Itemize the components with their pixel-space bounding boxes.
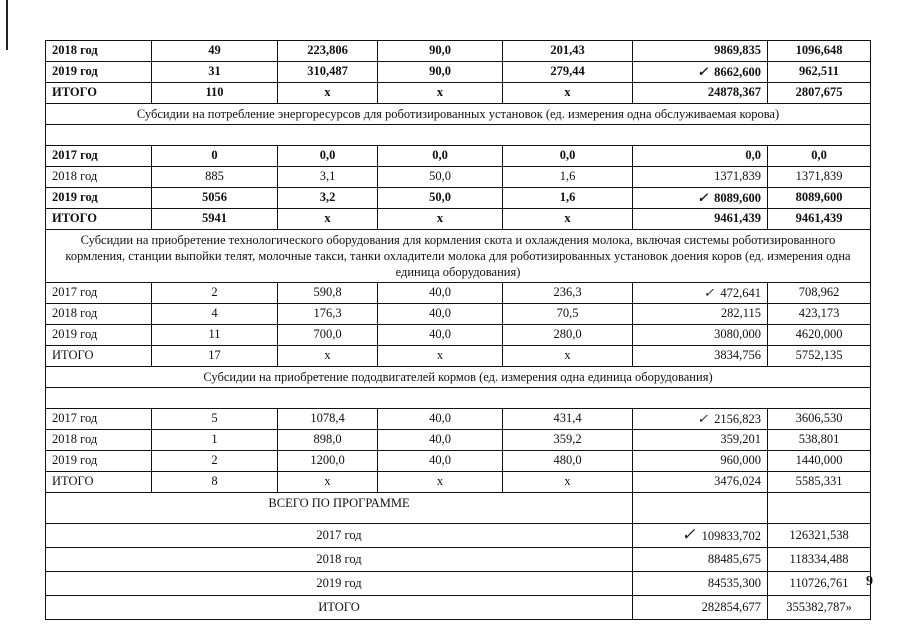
section-title: Субсидии на потребление энергоресурсов для роботизированных установок (ед. измерения одна обслуживаемая корова) (46, 104, 871, 125)
cost-cell: 3,2 (278, 188, 378, 209)
table-row (46, 409, 871, 430)
unit-subsidy-cell: 431,4 (503, 409, 633, 430)
subsidy-value: 3834,756 (714, 348, 761, 363)
total-cell: 962,511 (768, 62, 871, 83)
year-cell: ИТОГО (46, 472, 152, 493)
subsidy-cell (633, 283, 768, 304)
total-cell: 1371,839 (768, 167, 871, 188)
section-header-row (46, 104, 871, 125)
total-cell: 4620,000 (768, 325, 871, 346)
cost-cell: 1200,0 (278, 451, 378, 472)
program-year-cell: 2017 год (46, 524, 633, 548)
cost-cell: 3,1 (278, 167, 378, 188)
percent-cell: 90,0 (378, 41, 503, 62)
total-cell: 5752,135 (768, 346, 871, 367)
year-cell: 2018 год (46, 167, 152, 188)
program-year-cell: 2019 год (46, 572, 633, 596)
subsidy-value: 2156,823 (714, 411, 761, 426)
program-total-title: ВСЕГО ПО ПРОГРАММЕ (46, 493, 633, 524)
program-total-row (46, 596, 871, 620)
cost-cell: 1078,4 (278, 409, 378, 430)
program-year-cell: 2018 год (46, 548, 633, 572)
year-cell: ИТОГО (46, 83, 152, 104)
year-cell: 2019 год (46, 188, 152, 209)
spacer-cell (46, 388, 871, 409)
percent-cell: х (378, 346, 503, 367)
unit-subsidy-cell: 359,2 (503, 430, 633, 451)
year-cell: 2018 год (46, 304, 152, 325)
unit-subsidy-cell: х (503, 472, 633, 493)
quantity-cell: 2 (152, 451, 278, 472)
table-row (46, 325, 871, 346)
subsidy-cell (633, 451, 768, 472)
year-cell: 2019 год (46, 451, 152, 472)
spacer-row (46, 125, 871, 146)
check-mark-icon: ✓ (681, 525, 696, 545)
percent-cell: х (378, 209, 503, 230)
subsidy-cell (633, 346, 768, 367)
quantity-cell: 1 (152, 430, 278, 451)
subsidy-cell (633, 472, 768, 493)
subsidy-cell (633, 62, 768, 83)
spacer-row (46, 388, 871, 409)
year-cell: 2017 год (46, 409, 152, 430)
empty-cell (633, 493, 768, 524)
subsidy-value: 1371,839 (714, 169, 761, 184)
check-mark-icon: ✓ (697, 63, 709, 79)
table-row (46, 62, 871, 83)
cost-cell: 700,0 (278, 325, 378, 346)
program-total-row (46, 572, 871, 596)
year-cell: 2018 год (46, 430, 152, 451)
table-row (46, 41, 871, 62)
subsidy-value: 960,000 (720, 453, 761, 468)
total-cell: 0,0 (768, 146, 871, 167)
cost-cell: 176,3 (278, 304, 378, 325)
percent-cell: 40,0 (378, 409, 503, 430)
cost-cell: х (278, 83, 378, 104)
program-year-cell: ИТОГО (46, 596, 633, 620)
percent-cell: 40,0 (378, 283, 503, 304)
total-cell: 2807,675 (768, 83, 871, 104)
quantity-cell: 2 (152, 283, 278, 304)
quantity-cell: 17 (152, 346, 278, 367)
percent-cell: 40,0 (378, 451, 503, 472)
percent-cell: х (378, 83, 503, 104)
cost-cell: 310,487 (278, 62, 378, 83)
subsidy-value: 109833,702 (701, 529, 761, 544)
unit-subsidy-cell: х (503, 209, 633, 230)
subsidy-cell (633, 83, 768, 104)
total-cell: 8089,600 (768, 188, 871, 209)
table-row (46, 83, 871, 104)
quantity-cell: 49 (152, 41, 278, 62)
subsidy-value: 8089,600 (714, 190, 761, 205)
cost-cell: 223,806 (278, 41, 378, 62)
table-row (46, 304, 871, 325)
subsidy-value: 24878,367 (707, 85, 761, 100)
cost-cell: х (278, 346, 378, 367)
total-cell: 5585,331 (768, 472, 871, 493)
program-total-row (46, 524, 871, 548)
percent-cell: 90,0 (378, 62, 503, 83)
year-cell: 2019 год (46, 325, 152, 346)
program-total-row (46, 548, 871, 572)
unit-subsidy-cell: 236,3 (503, 283, 633, 304)
table-row (46, 209, 871, 230)
subsidy-value: 282854,677 (701, 599, 761, 614)
percent-cell: 0,0 (378, 146, 503, 167)
year-cell: ИТОГО (46, 209, 152, 230)
unit-subsidy-cell: 280,0 (503, 325, 633, 346)
quantity-cell: 8 (152, 472, 278, 493)
subsidy-cell (633, 304, 768, 325)
percent-cell: х (378, 472, 503, 493)
subsidy-table (45, 40, 871, 620)
cost-cell: х (278, 209, 378, 230)
cost-cell: 898,0 (278, 430, 378, 451)
program-total-cell: 126321,538 (768, 524, 871, 548)
total-cell: 3606,530 (768, 409, 871, 430)
check-mark-icon: ✓ (703, 284, 715, 300)
year-cell: 2017 год (46, 146, 152, 167)
table-body (46, 41, 871, 620)
subsidy-value: 3080,000 (714, 327, 761, 342)
quantity-cell: 5 (152, 409, 278, 430)
subsidy-value: 3476,024 (714, 474, 761, 489)
subsidy-cell (633, 325, 768, 346)
percent-cell: 40,0 (378, 304, 503, 325)
unit-subsidy-cell: 1,6 (503, 167, 633, 188)
subsidy-cell (633, 188, 768, 209)
cost-cell: 0,0 (278, 146, 378, 167)
year-cell: 2018 год (46, 41, 152, 62)
program-subsidy-cell (633, 596, 768, 620)
total-cell: 9461,439 (768, 209, 871, 230)
table-row (46, 430, 871, 451)
subsidy-cell (633, 209, 768, 230)
cost-cell: 590,8 (278, 283, 378, 304)
subsidy-cell (633, 167, 768, 188)
percent-cell: 50,0 (378, 188, 503, 209)
percent-cell: 40,0 (378, 325, 503, 346)
total-cell: 1440,000 (768, 451, 871, 472)
quantity-cell: 4 (152, 304, 278, 325)
subsidy-cell (633, 409, 768, 430)
unit-subsidy-cell: х (503, 346, 633, 367)
table-row (46, 472, 871, 493)
quantity-cell: 5056 (152, 188, 278, 209)
section-title: Субсидии на приобретение технологического оборудования для кормления скота и охлаждения молока, включая системы роботизированного кормления, станции выпойки телят, молочные такси, танки охладители молока для роботизированных установок доения коров (ед. измерения одна единица оборудования) (46, 230, 871, 283)
subsidy-cell (633, 41, 768, 62)
subsidy-value: 282,115 (720, 306, 761, 321)
year-cell: 2019 год (46, 62, 152, 83)
program-total-cell: 118334,488 (768, 548, 871, 572)
quantity-cell: 31 (152, 62, 278, 83)
empty-cell (768, 493, 871, 524)
subsidy-cell (633, 430, 768, 451)
table-row (46, 188, 871, 209)
check-mark-icon: ✓ (697, 410, 709, 426)
program-total-cell: 355382,787» (768, 596, 871, 620)
spacer-cell (46, 125, 871, 146)
total-cell: 708,962 (768, 283, 871, 304)
cost-cell: х (278, 472, 378, 493)
table-row (46, 346, 871, 367)
subsidy-value: 9461,439 (714, 211, 761, 226)
unit-subsidy-cell: 279,44 (503, 62, 633, 83)
subsidy-value: 472,641 (720, 285, 761, 300)
unit-subsidy-cell: 480,0 (503, 451, 633, 472)
program-subsidy-cell (633, 524, 768, 548)
check-mark-icon: ✓ (697, 189, 709, 205)
subsidy-value: 0,0 (745, 148, 761, 163)
program-total-cell: 110726,761 (768, 572, 871, 596)
quantity-cell: 885 (152, 167, 278, 188)
margin-rule (6, 0, 8, 50)
subsidy-value: 9869,835 (714, 43, 761, 58)
program-subsidy-cell (633, 572, 768, 596)
subsidy-value: 8662,600 (714, 64, 761, 79)
quantity-cell: 11 (152, 325, 278, 346)
section-header-row (46, 230, 871, 283)
subsidy-value: 88485,675 (707, 551, 761, 566)
program-total-header-row (46, 493, 871, 524)
unit-subsidy-cell: х (503, 83, 633, 104)
subsidy-value: 84535,300 (707, 575, 761, 590)
quantity-cell: 110 (152, 83, 278, 104)
total-cell: 423,173 (768, 304, 871, 325)
year-cell: ИТОГО (46, 346, 152, 367)
unit-subsidy-cell: 70,5 (503, 304, 633, 325)
section-header-row (46, 367, 871, 388)
percent-cell: 40,0 (378, 430, 503, 451)
total-cell: 538,801 (768, 430, 871, 451)
total-cell: 1096,648 (768, 41, 871, 62)
year-cell: 2017 год (46, 283, 152, 304)
table-row (46, 146, 871, 167)
percent-cell: 50,0 (378, 167, 503, 188)
table-row (46, 167, 871, 188)
table-row (46, 283, 871, 304)
program-subsidy-cell (633, 548, 768, 572)
subsidy-value: 359,201 (720, 432, 761, 447)
quantity-cell: 0 (152, 146, 278, 167)
unit-subsidy-cell: 201,43 (503, 41, 633, 62)
unit-subsidy-cell: 1,6 (503, 188, 633, 209)
page-number: 9 (866, 574, 873, 589)
unit-subsidy-cell: 0,0 (503, 146, 633, 167)
quantity-cell: 5941 (152, 209, 278, 230)
section-title: Субсидии на приобретение пододвигателей кормов (ед. измерения одна единица оборудования) (46, 367, 871, 388)
table-row (46, 451, 871, 472)
subsidy-cell (633, 146, 768, 167)
